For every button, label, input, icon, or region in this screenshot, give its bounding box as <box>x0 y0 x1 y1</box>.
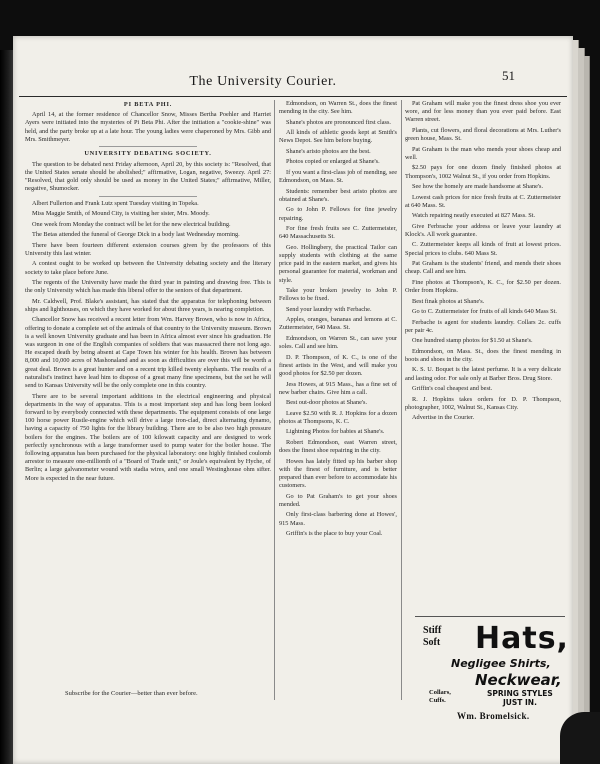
section-heading: PI BETA PHI. <box>123 101 173 108</box>
local-notice: Photos copied or enlarged at Shane's. <box>286 158 380 166</box>
news-paragraph: One week from Monday the contract will be let for the new electrical building. <box>32 220 231 228</box>
local-notice: Lowest cash prices for nice fresh fruits at C. Zuttermeister at 640 Mass. St. <box>405 193 561 209</box>
local-notice: Go to John P. Fellows for fine jewelry repairing. <box>279 206 397 222</box>
news-paragraph: Miss Maggie Smith, of Mound City, is visiting her sister, Mrs. Moody. <box>32 210 210 218</box>
local-notice: Pat Graham will make you the finest dress shoe you ever wore, and for less money than you ever paid before. East Warren street. <box>405 100 561 124</box>
local-notice: One hundred stamp photos for $1.50 at Shane's. <box>412 337 533 345</box>
news-paragraph: Albert Fullerton and Frank Lutz spent Tuesday visiting in Topeka. <box>32 199 199 207</box>
local-notice: K. S. U. Boquet is the latest perfume. It is a very delicate and lasting odor. For sale only at Barber Bros. Drug Store. <box>405 366 561 382</box>
section-separator <box>99 196 197 197</box>
ad-stiff: Stiff <box>423 625 442 636</box>
local-notice: Ferbache is agent for students laundry. Collars 2c. cuffs per pair 4c. <box>405 318 561 334</box>
ad-spring: SPRING STYLES <box>487 689 553 698</box>
local-notice: Go to C. Zuttermeister for fruits of all kinds 640 Mass St. <box>412 308 557 316</box>
local-notice: Edmondson, on Warren St., does the finest mending in the city. See him. <box>279 100 397 116</box>
local-notice: Give Ferbrache your address or leave your laundry at Klock's. All work guarantee. <box>405 222 561 238</box>
ad-merchant: Wm. Bromelsick. <box>457 711 530 721</box>
newspaper-page <box>13 36 573 764</box>
column-divider <box>401 100 402 700</box>
news-paragraph: Chancellor Snow has received a recent letter from Wm. Harvey Brown, who is now in Africa, offering to donate a complete set of the animals of that country to the University museum. Brown is a well known University graduate and has been in Africa almost ever since his graduation. He was surgeon in one of the English companies of soldiers that was massacred there not long ago. He escaped death by being absent at Cape Town his winter for his health. Brown has between 8,000 and 10,000 acres of Mashonaland and as soon as difficulties are over this will be worth a great deal. Brown is a great hunter and on a recent trip killed twenty elephants. The results of a naturalist's instinct have lead him to dispose of a great many fine specimens, but the set he will send to Kansas University will be the only complete one in this country. <box>25 316 271 390</box>
ad-just-in: JUST IN. <box>503 698 537 707</box>
local-notice: Only first-class barbering done at Howes', 915 Mass. <box>279 511 397 527</box>
local-notice: D. P. Thompson, of K. C., is one of the finest artists in the West, and will make you good photos for $2.50 per dozen. <box>279 353 397 378</box>
hats-advertisement <box>415 616 569 723</box>
news-paragraph: There have been fourteen different extension courses given by the professors of this University this last winter. <box>25 241 271 257</box>
news-paragraph: April 14, at the former residence of Chancellor Snow, Misses Bertha Poehler and Harriet Ayers were initiated into the mysteries of Pi Beta Phi. After the initiation a "cookie-shine" was held, and the party broke up at a late hour. The young ladies were chaperoned by Mrs. Gibb and Mrs. Smithmeyer. <box>25 111 271 143</box>
local-notice: Students: remember best aristo photos are obtained at Shane's. <box>279 187 397 203</box>
local-notice: Griffin's coal cheapest and best. <box>412 385 493 393</box>
local-notice: Shane's aristo photos are the best. <box>286 147 371 155</box>
news-paragraph: Mr. Caldwell, Prof. Blake's assistant, has stated that the apparatus for telephoning between ships and lighthouses, on which they have worked for about three years, is nearing completion. <box>25 297 271 313</box>
news-paragraph: The question to be debated next Friday afternoon, April 20, by this society is: "Resolved, that the United States senate should be abolished;" affirmative, Logan, negative, Sweezy. April 27: "Resolved, that gold only should be used as money in the United States;" affirmative, Miller, negative, Shumocker. <box>25 160 271 193</box>
local-notice: Howes has lately fitted up his barber shop with the finest of furniture, and is better prepared than ever before to accommodate his customers. <box>279 457 397 490</box>
local-notice: Advertise in the Courier. <box>412 414 475 422</box>
news-paragraph: The regents of the University have made the third year in painting and drawing free. This is the only University which has made this liberal offer to the seniors of that department. <box>25 279 271 295</box>
local-notice: For fine fresh fruits see C. Zuttermeister, 640 Massachusetts St. <box>279 225 397 241</box>
local-notice: Robert Edmondson, east Warren street, does the finest shoe repairing in the city. <box>279 438 397 455</box>
local-notice: If you want a first-class job of mending, see Edmondson, on Mass. St. <box>279 168 397 185</box>
ad-hats: Hats, <box>475 621 569 656</box>
local-notice: Go to Pat Graham's to get your shoes mended. <box>279 492 397 508</box>
local-notice: Edmondson, on Mass. St., does the finest mending in boots and shoes in the city. <box>405 347 561 363</box>
section-separator <box>99 146 197 147</box>
local-notice: C. Zuttermeister keeps all kinds of fruit at lowest prices. Special prices to clubs. 640 Mass St. <box>405 241 561 257</box>
column-news <box>25 100 271 485</box>
local-notice: R. J. Hopkins takes orders for D. P. Thompson, photographer, 1002, Walnut St., Kansas City. <box>405 395 561 411</box>
local-notice: Leave $2.50 with R. J. Hopkins for a dozen photos at Thompsons, K. C. <box>279 409 397 425</box>
local-notice: Geo. Hollingbery, the practical Tailor can supply students with clothing at the same price paid in the eastern market, and gives his personal guarantee for material, workman and style. <box>279 243 397 284</box>
local-notice: Best out-door photos at Shane's. <box>286 399 368 407</box>
column-locals-2 <box>405 100 561 425</box>
page-edge <box>584 56 590 756</box>
ad-neckwear: Neckwear, <box>475 671 562 689</box>
local-notice: Take your broken jewelry to John P. Fellows to be fixed. <box>279 287 397 303</box>
ad-collars: Collars, <box>429 689 451 696</box>
local-notice: Griffin's is the place to buy your Coal. <box>286 530 383 538</box>
page-number: 51 <box>502 68 515 83</box>
local-notice: Plants, cut flowers, and floral decorations at Mrs. Luther's green house, Mass. St. <box>405 126 561 143</box>
local-notice: $2.50 pays for one dozen finely finished photos at Thompson's, 1002 Walnut St., if you order from Hopkins. <box>405 164 561 180</box>
ad-shirts: Negligee Shirts, <box>451 657 551 670</box>
local-notice: All kinds of athletic goods kept at Smith's News Depot. See him before buying. <box>279 129 397 145</box>
news-paragraph: The Betas attended the funeral of George Dick in a body last Wednesday morning. <box>32 231 240 239</box>
local-notice: Lightning Photos for babies at Shane's. <box>286 428 385 436</box>
local-notice: See how the homely are made handsome at Shane's. <box>412 183 544 191</box>
ad-soft: Soft <box>423 637 441 648</box>
section-heading: UNIVERSITY DEBATING SOCIETY. <box>84 150 212 158</box>
column-locals <box>279 100 397 541</box>
news-paragraph: There are to be several important additions in the electrical engineering and physical departments in the way of apparatus. This is a most important step and has long been looked forward to by everybody connected with these departments. The equipment consists of one large 100 horse power Rustle-engine which will drive a large iron-clad, direct alternating dynamo, having a capacity of 750 lights for the library building. There are to be also two high pressure boilers for the engines. The boilers are of 100 kilowatt capacity and are designed to work perfectly synchronous with a large transformer used to pump water for the boiler house. The following apparatus has been purchased for the physical laboratory: one highly finished coulomb arrestor to measure one-millionth of a "Board of Trade unit," or Joule's equivalent by Hyche, of Berlin; a large galvanometer wound with stadia wires, and one small Westinghouse ohm sifter. More is expected in the near future. <box>25 392 271 482</box>
local-notice: Edmondson, on Warren St., can save your soles. Call and see him. <box>279 334 397 351</box>
local-notice: Jess Howes, at 915 Mass., has a fine set of new barber chairs. Give him a call. <box>279 380 397 396</box>
local-notice: Shane's photos are pronounced first class. <box>286 118 392 126</box>
local-notice: Best finak photos at Shane's. <box>412 297 485 305</box>
column-divider <box>274 100 275 700</box>
subscribe-line: Subscribe for the Courier—better than ever before. <box>65 690 198 697</box>
local-notice: Pat Graham is the students' friend, and mends their shoes cheap. Call and see him. <box>405 260 561 276</box>
local-notice: Fine photos at Thompson's, K. C., for $2.50 per dozen. Order from Hopkins. <box>405 278 561 295</box>
page-title: The University Courier. <box>189 74 337 89</box>
ad-cuffs: Cuffs. <box>429 697 446 704</box>
news-paragraph: A contest ought to be worked up between the University debating society and the literary society to take place before June. <box>25 260 271 276</box>
local-notice: Pat Graham is the man who mends your shoes cheap and well. <box>405 145 561 161</box>
hand-shadow <box>560 712 600 764</box>
binding-shadow <box>0 50 14 764</box>
local-notice: Apples, oranges, bananas and lemons at C. Zuttermeister, 640 Mass. St. <box>279 316 397 332</box>
header-rule <box>19 96 567 97</box>
local-notice: Watch repairing neatly executed at 827 Mass. St. <box>412 212 536 220</box>
local-notice: Send your laundry with Ferbache. <box>286 305 372 313</box>
